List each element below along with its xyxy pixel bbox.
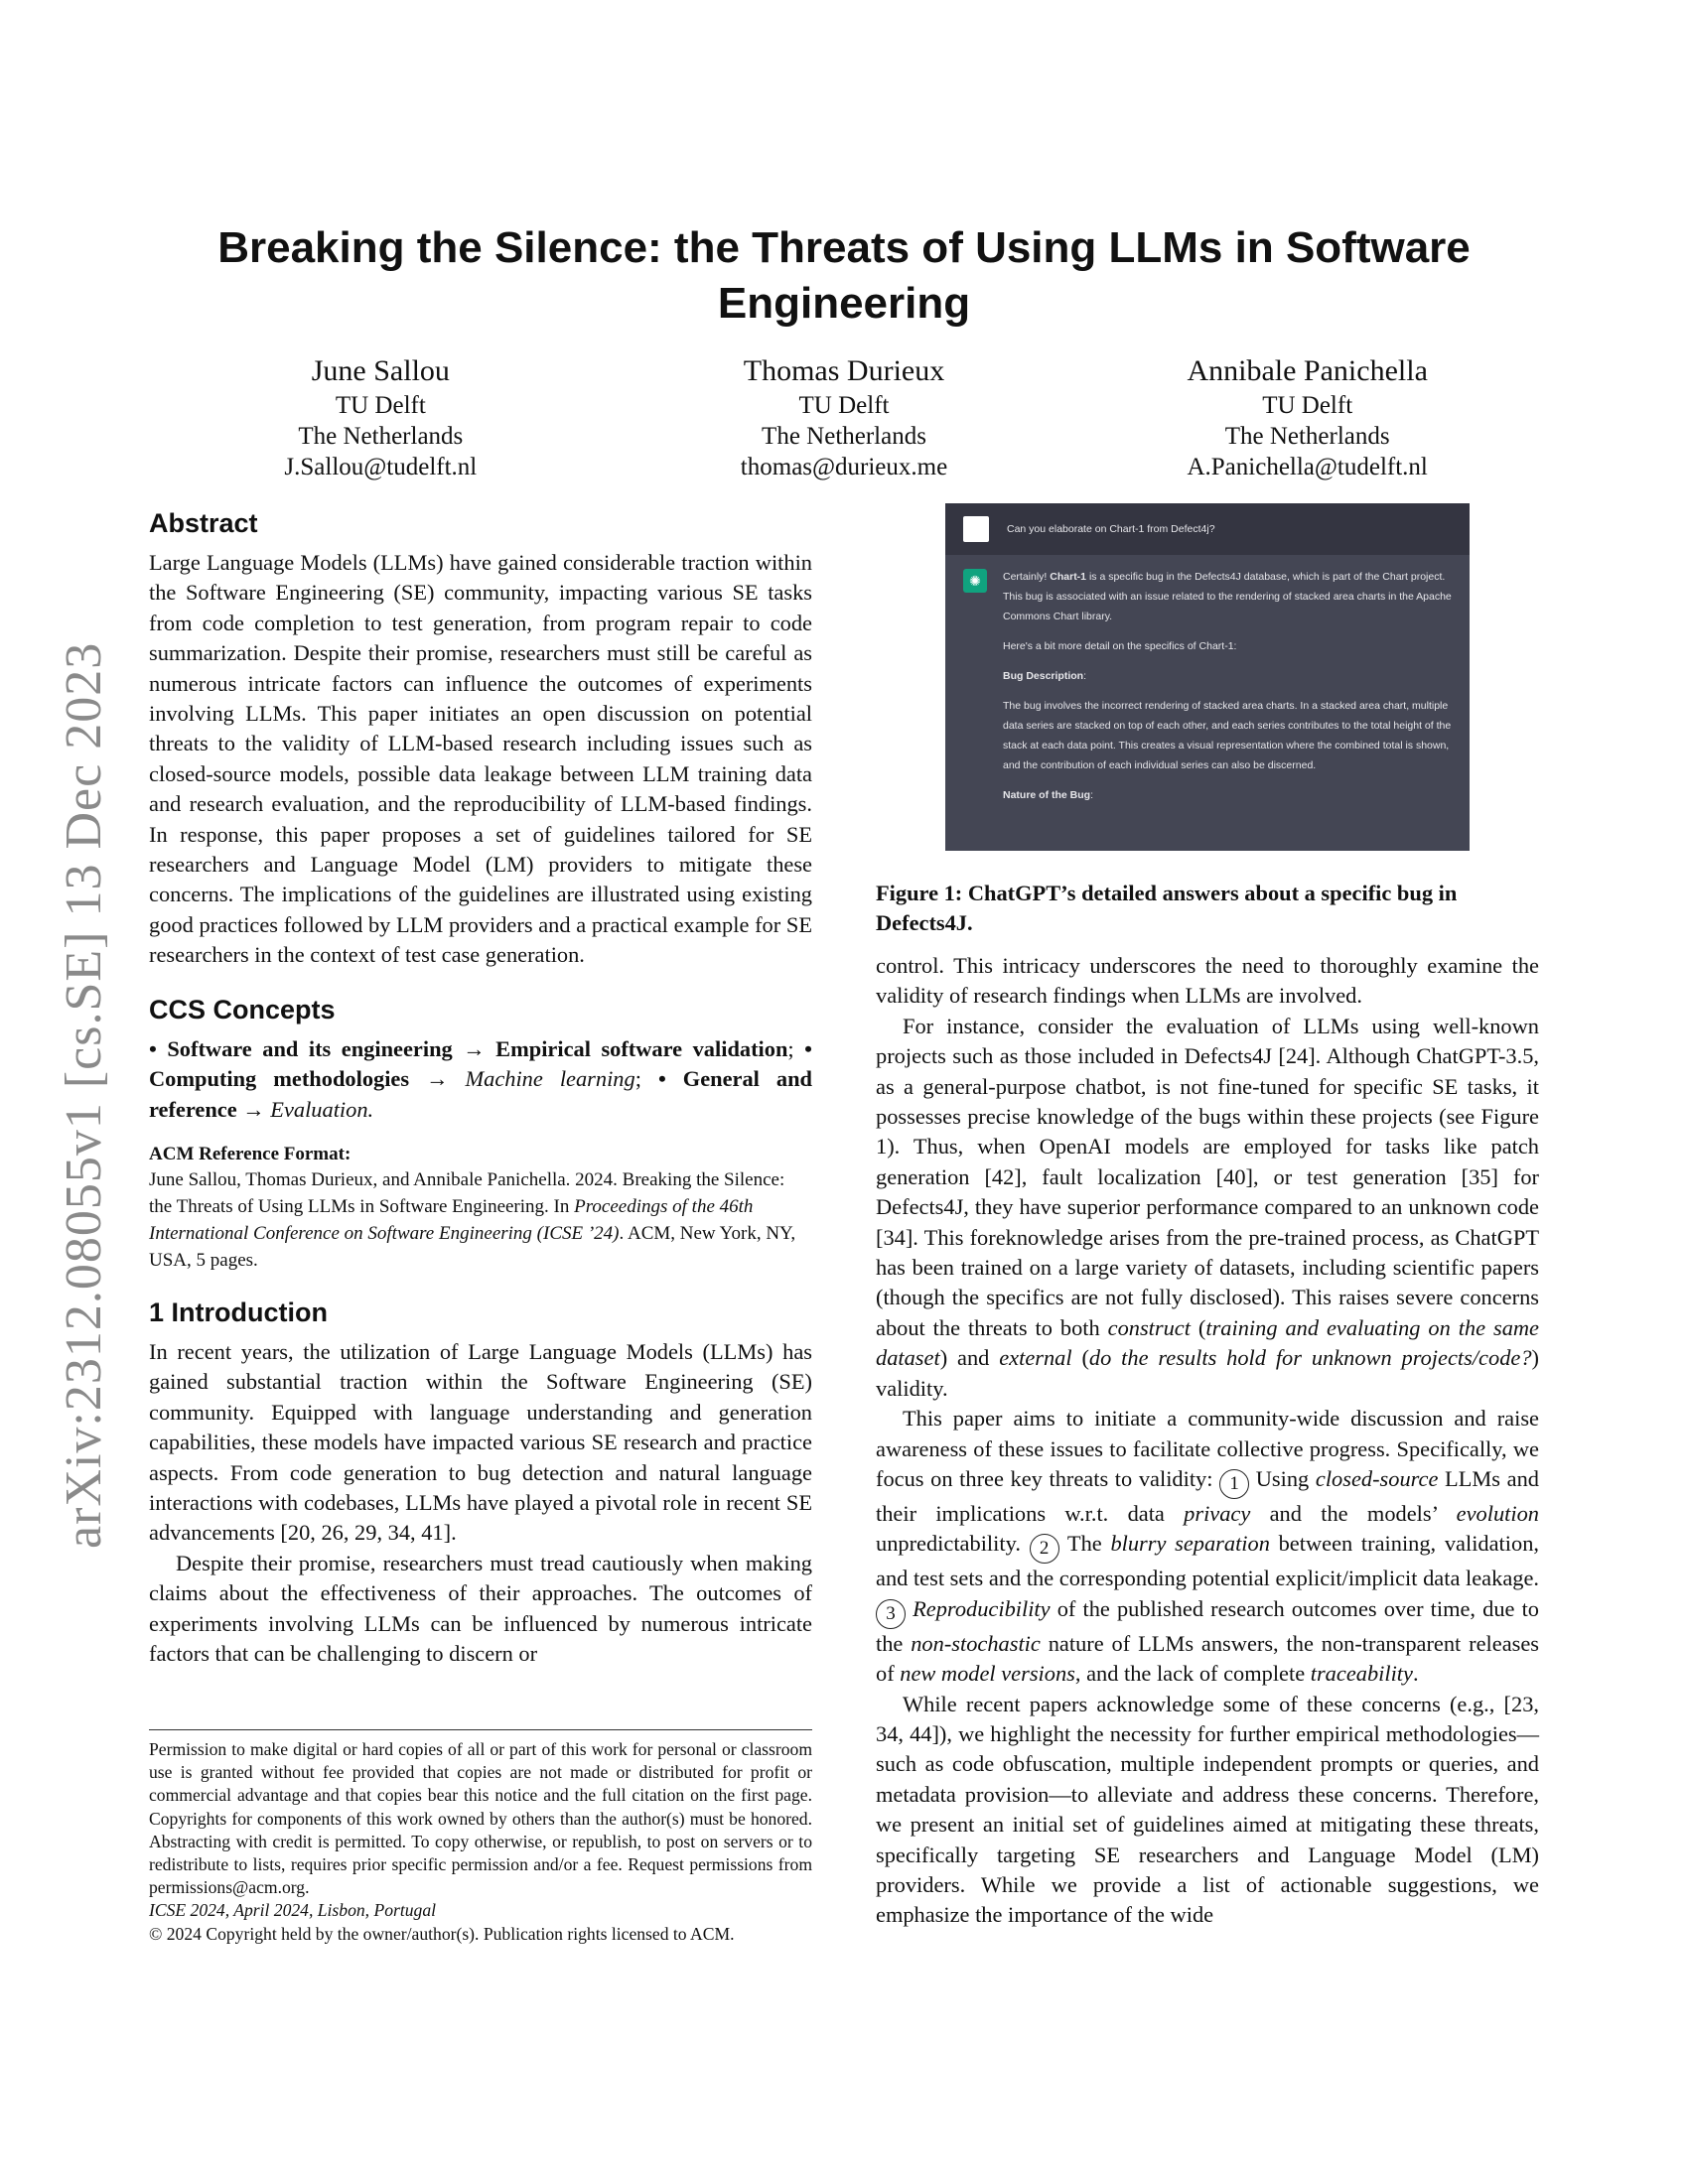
threat-number-1: 1 <box>1219 1469 1249 1499</box>
ccs-term: Empirical software validation <box>495 1035 788 1061</box>
right-paragraph-4: While recent papers acknowledge some of these concerns (e.g., [23, 34, 44]), we highlight the necessity for further empirical methodologies—such as code obfuscation, multiple independent prompts or queries, and metadata provision—to alleviate and address these concerns. Therefore, we present an initial set of guidelines aimed at mitigating these threats, specifically targeting SE researchers and Language Model (LM) providers. While we provide a list of actionable suggestions, we emphasize the importance of the wide <box>876 1691 1539 1928</box>
right-paragraph-3: This paper aims to initiate a community-wide discussion and raise awareness of these issues to facilitate collective progress. Specifically, we focus on three key threats to validity: 1 Using closed-source LLMs and their implications w.r.t. data privacy and the models’ evolution unpredictability. 2 The blurry separation between training, validation, and test sets and the corresponding potential explicit/implicit data leakage. 3 Reproducibility of the published research outcomes over time, due to the non-stochastic nature of LLMs answers, the non-transparent releases of new model versions, and the lack of complete traceability. <box>876 1406 1539 1687</box>
author-2 <box>613 352 1076 482</box>
author-name: Thomas Durieux <box>743 354 945 387</box>
chat-answer: Certainly! Chart-1 is a specific bug in the Defects4J database, which is part of the Chart project. This bug is associated with an issue related to the rendering of stacked area charts in the Apache Commons Chart library. Here's a bit more detail on the specifics of Chart-1: Bug Description: The bug involves the incorrect rendering of stacked area charts. In a stacked area chart, multiple data series are stacked on top of each other, and each series contributes to the total height of the stack at each data point. This creates a visual representation where the combined total is shown, and the contribution of each individual series can also be discerned. Nature of the Bug: <box>1003 571 1452 801</box>
ccs-concepts: • Software and its engineering → Empirical software validation; • Computing methodologies → Machine learning; • General and reference → Evaluation. <box>149 1035 812 1122</box>
ccs-term: Evaluation. <box>270 1096 374 1122</box>
threat-number-3: 3 <box>876 1599 906 1629</box>
user-avatar-icon <box>963 516 989 542</box>
chatgpt-logo-icon: ✺ <box>963 569 987 593</box>
author-country: The Netherlands <box>298 423 464 450</box>
right-paragraph-1: control. This intricacy underscores the need to thoroughly examine the validity of research findings when LLMs are involved. <box>876 953 1539 1009</box>
right-paragraph-2: For instance, consider the evaluation of LLMs using well-known projects such as those included in Defects4J [24]. Although ChatGPT-3.5, as a general-purpose chatbot, is not fine-tuned for specific SE tasks, it possesses precise knowledge of the bugs within these projects (see Figure 1). Thus, when OpenAI models are employed for tasks like patch generation [42], fault localization [40], or test generation [35] for Defects4J, they have superior performance compared to an unknown code [34]. This foreknowledge arises from the pre-trained process, as ChatGPT has been trained on a large variety of datasets, including scientific papers (though the specifics are not fully disclosed). This raises severe concerns about the threats to both construct (training and evaluating on the same dataset) and external (do the results hold for unknown projects/code?) validity. <box>876 1013 1539 1401</box>
ccs-heading: CCS Concepts <box>149 994 336 1024</box>
author-email[interactable]: thomas@durieux.me <box>740 454 948 480</box>
left-column <box>149 506 812 1669</box>
author-email[interactable]: A.Panichella@tudelft.nl <box>1187 454 1428 480</box>
author-email[interactable]: J.Sallou@tudelft.nl <box>284 454 478 480</box>
author-affiliation: TU Delft <box>798 392 890 419</box>
threat-number-2: 2 <box>1030 1534 1059 1564</box>
intro-paragraph-2: Despite their promise, researchers must tread cautiously when making claims about the effectiveness of their approaches. The outcomes of experiments involving LLMs can be influenced by numerous intricate factors that can be challenging to discern or <box>149 1550 812 1666</box>
author-block <box>149 352 1539 482</box>
arxiv-identifier: arXiv:2312.08055v1 [cs.SE] 13 Dec 2023 <box>56 641 112 1549</box>
ccs-term: • Computing methodologies <box>149 1035 812 1092</box>
figure-caption: Figure 1: ChatGPT’s detailed answers about a specific bug in Defects4J. <box>876 881 1458 935</box>
author-3 <box>1075 352 1539 482</box>
abstract-heading: Abstract <box>149 508 258 538</box>
author-name: June Sallou <box>311 354 450 387</box>
chatgpt-screenshot-figure <box>945 503 1470 851</box>
copyright-notice: © 2024 Copyright held by the owner/author(s). Publication rights licensed to ACM. <box>149 1923 735 1944</box>
acm-reference-text: June Sallou, Thomas Durieux, and Annibale Panichella. 2024. Breaking the Silence: the Threats of Using LLMs in Software Engineering. In Proceedings of the 46th International Conference on Software Engineering (ICSE ’24). ACM, New York, NY, USA, 5 pages. <box>149 1168 796 1271</box>
conference-venue: ICSE 2024, April 2024, Lisbon, Portugal <box>149 1900 437 1921</box>
author-affiliation: TU Delft <box>1262 392 1353 419</box>
intro-paragraph-1: In recent years, the utilization of Large Language Models (LLMs) has gained substantial traction within the Software Engineering (SE) community. Equipped with language understanding and generation capabilities, these models have impacted various SE research and practice aspects. From code generation to bug detection and natural language interactions with codebases, LLMs have played a pivotal role in recent SE advancements [20, 26, 29, 34, 41]. <box>149 1338 812 1546</box>
author-affiliation: TU Delft <box>335 392 426 419</box>
author-name: Annibale Panichella <box>1187 354 1428 387</box>
permission-footnote <box>149 1729 812 1946</box>
author-country: The Netherlands <box>1224 423 1390 450</box>
paper-title: Breaking the Silence: the Threats of Using LLMs in Software Engineering <box>217 223 1471 328</box>
ccs-term: Machine learning <box>465 1066 635 1092</box>
right-column <box>876 951 1539 1931</box>
abstract-text: Large Language Models (LLMs) have gained considerable traction within the Software Engineering (SE) community, impacting various SE tasks from code completion to test generation, from program repair to code summarization. Despite their promise, researchers must still be careful as numerous intricate factors can influence the outcomes of experiments involving LLMs. This paper initiates an open discussion on potential threats to the validity of LLM-based research including issues such as closed-source models, possible data leakage between LLM training data and research evaluation, and the reproducibility of LLM-based findings. In response, this paper proposes a set of guidelines tailored for SE researchers and Language Model (LM) providers to mitigate these concerns. The implications of the guidelines are illustrated using existing good practices followed by LLM providers and a practical example for SE researchers in the context of test case generation. <box>149 550 812 968</box>
ccs-term: General and reference <box>149 1066 812 1122</box>
author-1 <box>149 352 613 482</box>
ccs-term: • Software and its engineering <box>149 1035 453 1061</box>
introduction-heading: 1 Introduction <box>149 1297 328 1327</box>
chat-question: Can you elaborate on Chart-1 from Defect4j? <box>1007 523 1215 535</box>
chat-question-row <box>945 503 1470 555</box>
permission-text: Permission to make digital or hard copies of all or part of this work for personal or classroom use is granted without fee provided that copies are not made or distributed for profit or commercial advantage and that copies bear this notice and the full citation on the first page. Copyrights for components of this work owned by others than the author(s) must be honored. Abstracting with credit is permitted. To copy otherwise, or republish, to post on servers or to redistribute to lists, requires prior specific permission and/or a fee. Request permissions from permissions@acm.org. <box>149 1739 812 1898</box>
author-country: The Netherlands <box>762 423 926 450</box>
acm-reference-heading: ACM Reference Format: <box>149 1143 352 1164</box>
